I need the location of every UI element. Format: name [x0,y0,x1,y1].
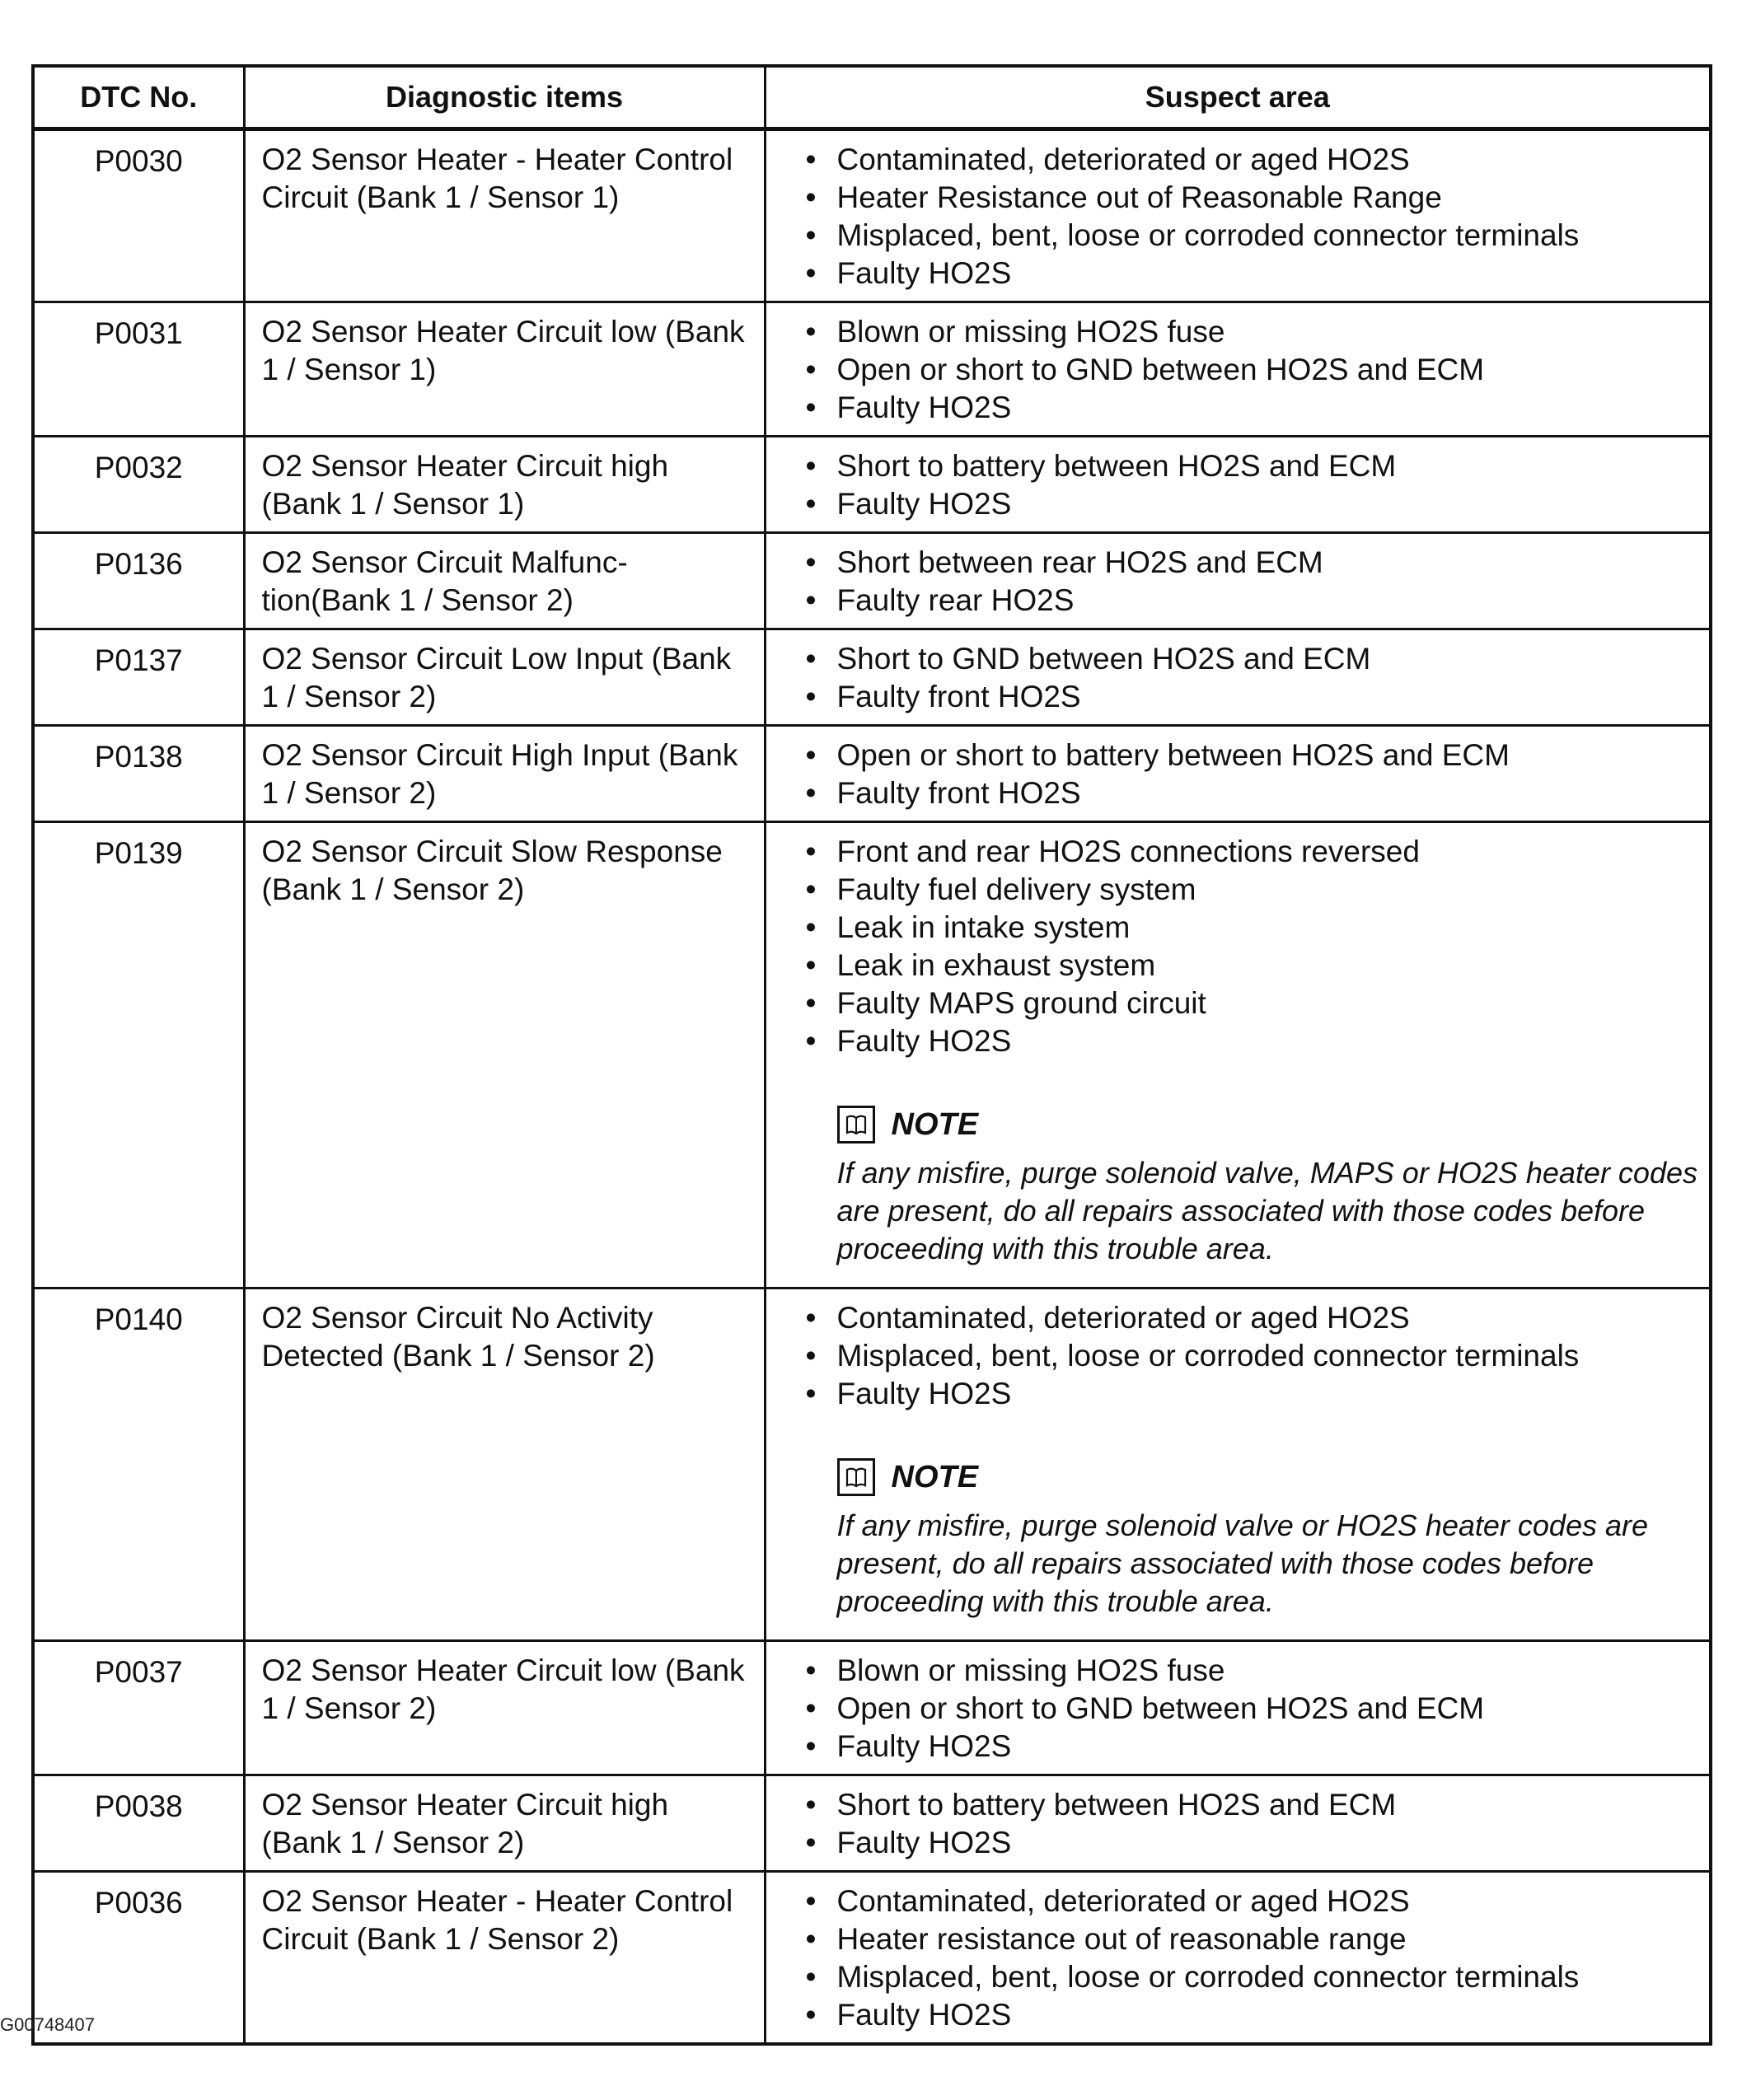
note-header [837,1101,1698,1148]
suspect-item: • Front and rear HO2S connections reversed [806,833,1702,871]
suspect-list [806,1786,1702,1862]
suspect-item: • Open or short to GND between HO2S and ECM [806,1690,1702,1728]
note-text: If any misfire, purge solenoid valve or HO2S heater codes are present, do all repairs associated with those codes before proceeding with this trouble area. [836,1508,1648,1618]
diagnostic-item: O2 Sensor Circuit High Input (Bank 1 / Sensor 2) [244,726,765,822]
suspect-item: • Faulty HO2S [806,1996,1702,2034]
suspect-area [765,629,1711,726]
note-block [806,1454,1702,1621]
suspect-list [806,1883,1702,2034]
dtc-table [31,64,1712,2046]
suspect-item: • Heater Resistance out of Reasonable Range [806,179,1702,217]
dtc-code: P0138 [33,726,244,822]
suspect-list [806,447,1702,523]
note-block [806,1101,1702,1268]
suspect-list [806,141,1702,292]
note-label: NOTE [891,1460,979,1494]
suspect-area [765,1872,1711,2045]
table-row [33,1289,1711,1641]
table-row [33,1775,1711,1872]
diagnostic-item: O2 Sensor Heater - Heater Control Circuit (Bank 1 / Sensor 1) [244,129,765,302]
table-row [33,1872,1711,2045]
table-row [33,726,1711,822]
suspect-item: • Misplaced, bent, loose or corroded connector terminals [806,1958,1702,1996]
suspect-list [806,313,1702,427]
suspect-item: • Blown or missing HO2S fuse [806,1652,1702,1690]
dtc-code: P0037 [33,1641,244,1775]
suspect-item: • Faulty HO2S [806,1375,1702,1413]
suspect-item: • Faulty HO2S [806,1728,1702,1766]
diagnostic-item: O2 Sensor Circuit Malfunc-tion(Bank 1 / Sensor 2) [244,533,765,629]
figure-id: G00748407 [0,2014,95,2035]
suspect-item: • Blown or missing HO2S fuse [806,313,1702,351]
header-row [33,66,1711,129]
suspect-list [806,737,1702,812]
suspect-item: • Misplaced, bent, loose or corroded connector terminals [806,1337,1702,1375]
suspect-list [806,1299,1702,1413]
diagnostic-item: O2 Sensor Circuit Slow Response (Bank 1 / Sensor 2) [244,822,765,1289]
suspect-item: • Faulty HO2S [806,1022,1702,1060]
dtc-code: P0036 [33,1872,244,2045]
diagnostic-item: O2 Sensor Heater Circuit low (Bank 1 / Sensor 1) [244,302,765,437]
table-row [33,437,1711,533]
suspect-item: • Contaminated, deteriorated or aged HO2S [806,1299,1702,1337]
suspect-list [806,544,1702,620]
diagnostic-item: O2 Sensor Heater - Heater Control Circuit (Bank 1 / Sensor 2) [244,1872,765,2045]
suspect-item: • Faulty rear HO2S [806,582,1702,620]
dtc-code: P0140 [33,1289,244,1641]
note-text: If any misfire, purge solenoid valve, MAPS or HO2S heater codes are present, do all repairs associated with those codes before proceeding with this trouble area. [836,1156,1698,1265]
suspect-area [765,1289,1711,1641]
diagnostic-item: O2 Sensor Heater Circuit high (Bank 1 / Sensor 2) [244,1775,765,1872]
dtc-code: P0139 [33,822,244,1289]
book-icon [837,1458,875,1496]
suspect-item: • Leak in intake system [806,909,1702,947]
suspect-list [806,640,1702,716]
table-row [33,302,1711,437]
suspect-item: • Faulty HO2S [806,485,1702,523]
diagnostic-item: O2 Sensor Heater Circuit high (Bank 1 / Sensor 1) [244,437,765,533]
suspect-area [765,726,1711,822]
table-body [33,129,1711,2045]
dtc-code: P0031 [33,302,244,437]
diagnostic-item: O2 Sensor Circuit Low Input (Bank 1 / Sensor 2) [244,629,765,726]
book-icon [837,1106,875,1144]
suspect-item: • Short to battery between HO2S and ECM [806,447,1702,485]
suspect-area [765,129,1711,302]
suspect-item: • Leak in exhaust system [806,947,1702,985]
suspect-area [765,822,1711,1289]
table-row [33,533,1711,629]
suspect-item: • Misplaced, bent, loose or corroded connector terminals [806,217,1702,255]
suspect-list [806,1652,1702,1766]
suspect-item: • Faulty fuel delivery system [806,871,1702,909]
dtc-code: P0137 [33,629,244,726]
diagnostic-item: O2 Sensor Circuit No Activity Detected (Bank 1 / Sensor 2) [244,1289,765,1641]
suspect-item: • Contaminated, deteriorated or aged HO2S [806,141,1702,179]
table-row [33,1641,1711,1775]
header-dtc: DTC No. [33,66,244,129]
suspect-item: • Faulty front HO2S [806,678,1702,716]
header-diagnostic-items: Diagnostic items [244,66,765,129]
table-row [33,129,1711,302]
suspect-item: • Short between rear HO2S and ECM [806,544,1702,582]
suspect-item: • Faulty HO2S [806,1824,1702,1862]
suspect-item: • Faulty front HO2S [806,774,1702,812]
suspect-item: • Open or short to GND between HO2S and ECM [806,351,1702,389]
note-label: NOTE [891,1107,979,1142]
dtc-code: P0038 [33,1775,244,1872]
suspect-item: • Open or short to battery between HO2S and ECM [806,737,1702,774]
suspect-item: • Short to GND between HO2S and ECM [806,640,1702,678]
suspect-item: • Contaminated, deteriorated or aged HO2S [806,1883,1702,1920]
header-suspect-area: Suspect area [765,66,1711,129]
suspect-item: • Faulty HO2S [806,255,1702,292]
suspect-list [806,833,1702,1060]
note-header [837,1454,1698,1500]
dtc-code: P0030 [33,129,244,302]
suspect-area [765,533,1711,629]
dtc-code: P0136 [33,533,244,629]
suspect-item: • Short to battery between HO2S and ECM [806,1786,1702,1824]
dtc-code: P0032 [33,437,244,533]
suspect-area [765,437,1711,533]
suspect-item: • Faulty HO2S [806,389,1702,427]
suspect-area [765,302,1711,437]
suspect-area [765,1775,1711,1872]
suspect-item: • Heater resistance out of reasonable range [806,1920,1702,1958]
suspect-item: • Faulty MAPS ground circuit [806,985,1702,1022]
suspect-area [765,1641,1711,1775]
table-row [33,822,1711,1289]
table-row [33,629,1711,726]
diagnostic-item: O2 Sensor Heater Circuit low (Bank 1 / Sensor 2) [244,1641,765,1775]
